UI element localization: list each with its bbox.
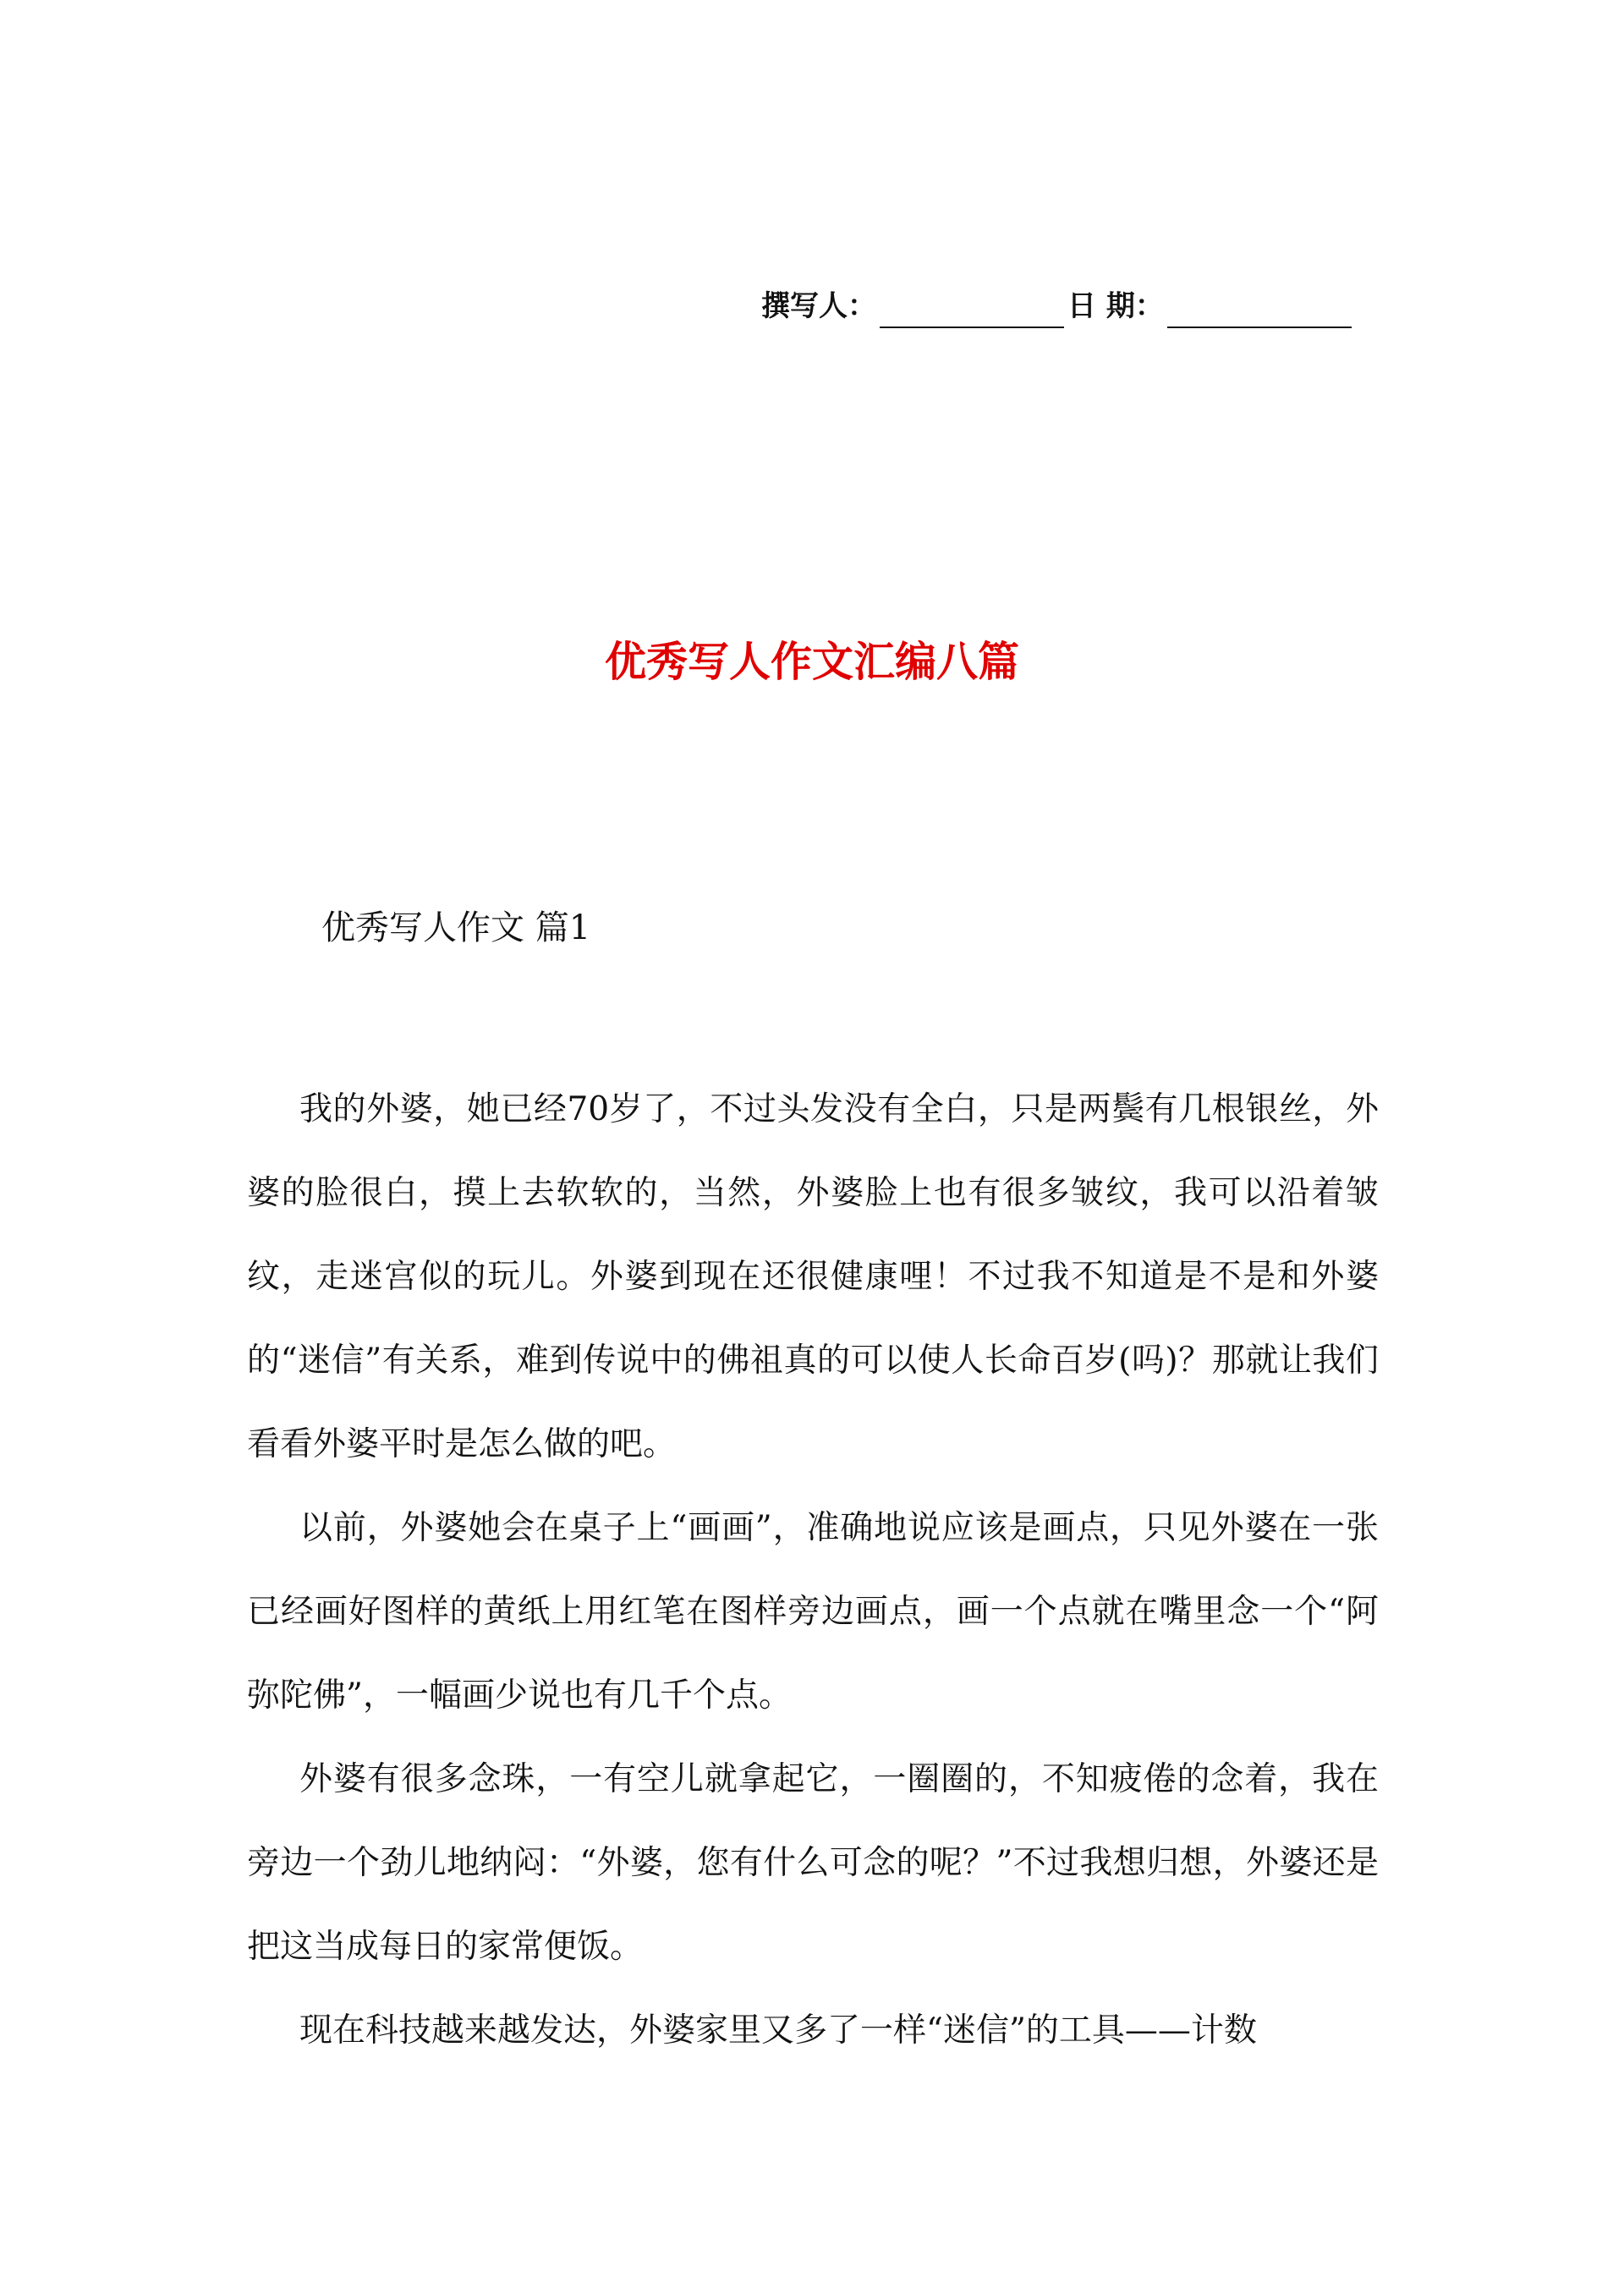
author-date-header	[761, 284, 1391, 328]
date-blank-line	[1167, 294, 1352, 328]
paragraph-2: 以前，外婆她会在桌子上“画画”，准确地说应该是画点，只见外婆在一张已经画好图样的黄纸上用红笔在图样旁边画点，画一个点就在嘴里念一个“阿弥陀佛”，一幅画少说也有几千个点。	[247, 1509, 1379, 1715]
essay-body	[247, 1067, 1379, 2072]
paragraph-4: 现在科技越来越发达，外婆家里又多了一样“迷信”的工具——计数	[299, 2011, 1257, 2050]
date-label: 日 期：	[1067, 289, 1164, 323]
document-title: 优秀写人作文汇编八篇	[604, 638, 1019, 686]
section-title: 优秀写人作文 篇1	[321, 908, 591, 947]
author-label: 撰写人：	[761, 289, 876, 323]
paragraph-1: 我的外婆，她已经70岁了，不过头发没有全白，只是两鬓有几根银丝，外婆的脸很白，摸上去软软的，当然，外婆脸上也有很多皱纹，我可以沿着皱纹，走迷宫似的玩儿。外婆到现在还很健康哩！不过我不知道是不是和外婆的“迷信”有关系，难到传说中的佛祖真的可以使人长命百岁(吗)？那就让我们看看外婆平时是怎么做的吧。	[247, 1090, 1379, 1463]
paragraph-3: 外婆有很多念珠，一有空儿就拿起它，一圈圈的，不知疲倦的念着，我在旁边一个劲儿地纳闷：“外婆，您有什么可念的呢？”不过我想归想，外婆还是把这当成每日的家常便饭。	[247, 1760, 1379, 1966]
author-blank-line	[880, 294, 1064, 328]
